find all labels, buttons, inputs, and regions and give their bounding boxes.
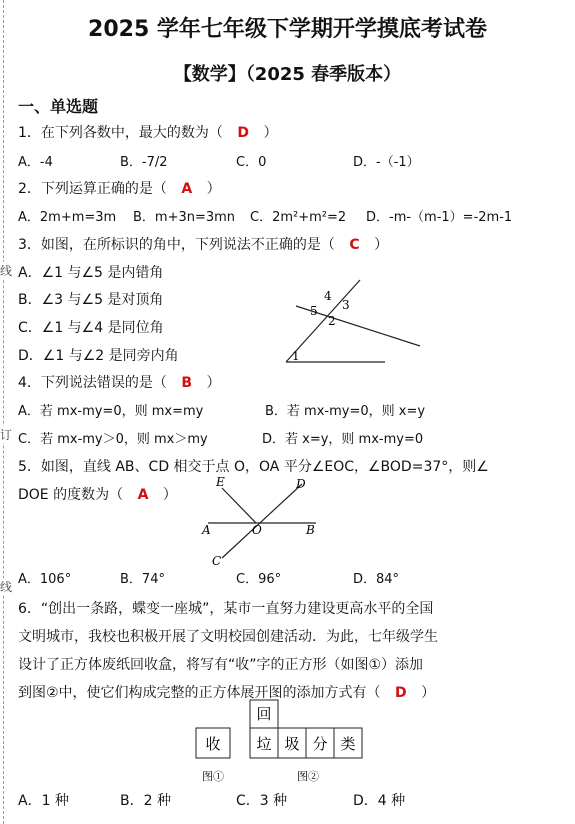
option-b: B．∠3 与∠5 是对顶角	[18, 292, 164, 308]
answer-mark: D	[395, 685, 407, 701]
label-angle-2: 2	[328, 314, 336, 328]
option-c: C．若 mx-my＞0，则 mx＞my	[18, 432, 208, 447]
option-a: A．106°	[18, 572, 72, 587]
option-a: A．2m+m=3m	[18, 210, 117, 225]
net-cell-shou: 收	[205, 735, 221, 753]
question-5-stem-line1: 5．如图，直线 AB、CD 相交于点 O，OA 平分∠EOC，∠BOD=37°，则∠	[18, 459, 489, 475]
option-a: A．∠1 与∠5 是内错角	[18, 265, 164, 281]
option-b: B．-7/2	[120, 155, 168, 170]
intersecting-lines-figure	[196, 474, 326, 566]
answer-mark: A	[181, 181, 193, 197]
answer-mark: A	[137, 487, 149, 503]
figure-1-caption: 图①	[202, 770, 224, 783]
label-a: A	[202, 523, 211, 537]
option-b: B．74°	[120, 572, 165, 587]
option-b: B．2 种	[120, 793, 171, 809]
option-a: A．若 mx-my=0，则 mx=my	[18, 404, 204, 419]
option-c: C．96°	[236, 572, 282, 587]
label-angle-4: 4	[324, 289, 332, 303]
page-title: 2025 学年七年级下学期开学摸底考试卷	[88, 17, 487, 42]
net-cell-lei: 类	[340, 735, 356, 753]
question-6-stem-line3: 设计了正方体废纸回收盒，将写有“收”字的正方形（如图①）添加	[18, 657, 424, 673]
option-c: C．2m²+m²=2	[250, 210, 347, 225]
label-angle-5: 5	[310, 304, 318, 318]
label-angle-3: 3	[342, 298, 350, 312]
label-d: D	[296, 477, 306, 491]
question-6-stem-line2: 文明城市，我校也积极开展了文明校园创建活动．为此，七年级学生	[18, 629, 438, 645]
label-c: C	[212, 554, 222, 568]
option-d: D．∠1 与∠2 是同旁内角	[18, 348, 179, 364]
section-heading: 一、单选题	[18, 97, 99, 116]
label-b: B	[306, 523, 315, 537]
option-c: C．∠1 与∠4 是同位角	[18, 320, 164, 336]
question-5-stem: DOE 的度数为（ A ）	[18, 487, 177, 503]
question-6-stem: 到图②中，使它们构成完整的正方体展开图的添加方式有（ D ）	[18, 685, 436, 701]
question-1-stem: 1．在下列各数中，最大的数为（ D ）	[18, 125, 278, 141]
option-d: D．-m-（m-1）=-2m-1	[366, 210, 513, 225]
cube-net-figure	[190, 700, 380, 790]
option-d: D．84°	[353, 572, 400, 587]
question-4-stem: 4．下列说法错误的是（ B ）	[18, 375, 221, 391]
option-b: B．若 mx-my=0，则 x=y	[265, 404, 426, 419]
net-cell-hui: 回	[256, 705, 272, 723]
binding-line	[3, 0, 4, 824]
binding-char: 订	[0, 428, 13, 442]
option-d: D．若 x=y，则 mx-my=0	[262, 432, 424, 447]
question-6-stem-line1: 6．“创出一条路，蝶变一座城”，某市一直努力建设更高水平的全国	[18, 601, 434, 617]
figure-2-caption: 图②	[297, 770, 319, 783]
angle-figure	[280, 280, 430, 370]
option-a: A．-4	[18, 155, 53, 170]
label-angle-1: 1	[292, 349, 300, 363]
option-a: A．1 种	[18, 793, 69, 809]
net-cell-ji: 圾	[284, 735, 300, 753]
option-d: D．-（-1）	[353, 155, 420, 170]
answer-mark: B	[181, 375, 193, 391]
net-cell-fen: 分	[312, 735, 328, 753]
option-d: D．4 种	[353, 793, 406, 809]
answer-mark: C	[349, 237, 360, 253]
label-e: E	[216, 475, 225, 489]
option-b: B．m+3n=3mn	[133, 210, 236, 225]
answer-mark: D	[237, 125, 249, 141]
question-3-stem: 3．如图，在所标识的角中，下列说法不正确的是（ C ）	[18, 237, 389, 253]
binding-char: 线	[0, 580, 13, 594]
question-2-stem: 2．下列运算正确的是（ A ）	[18, 181, 221, 197]
option-c: C．0	[236, 155, 267, 170]
label-o: O	[252, 523, 262, 537]
option-c: C．3 种	[236, 793, 288, 809]
net-cell-la: 垃	[256, 735, 272, 753]
binding-char: 线	[0, 264, 13, 278]
page-subtitle: 【数学】（2025 春季版本）	[173, 64, 402, 85]
